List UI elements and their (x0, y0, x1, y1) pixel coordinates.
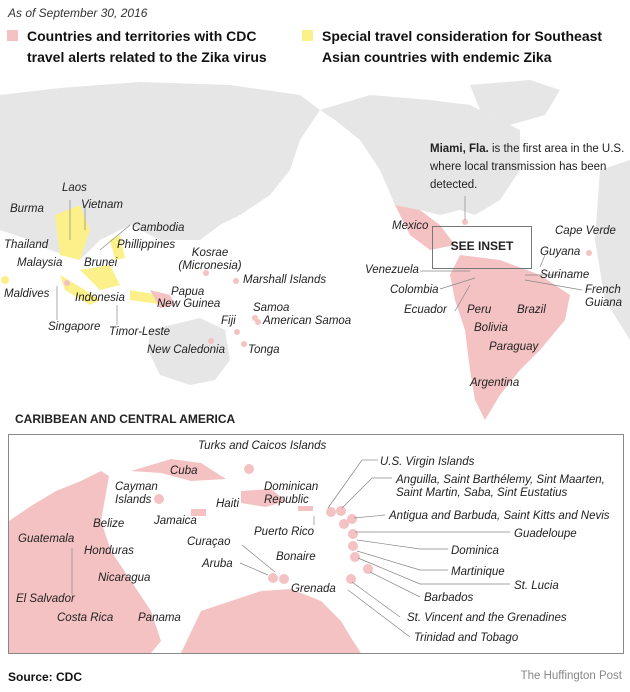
label-islands: Islands (115, 494, 152, 506)
label-timor-leste: Timor-Leste (109, 326, 171, 338)
credit-label: The Huffington Post (520, 670, 622, 682)
label-st-lucia: St. Lucia (514, 580, 559, 592)
label-thailand: Thailand (4, 239, 49, 251)
label-bonaire: Bonaire (276, 551, 316, 563)
label-mexico: Mexico (392, 220, 429, 232)
label-curacao: Curaçao (187, 536, 231, 548)
label-papua: Papua (171, 286, 205, 298)
see-inset-box: SEE INSET (432, 226, 532, 269)
label-anguilla-line2: Saint Martin, Saba, Sint Eustatius (396, 487, 568, 499)
label-guatemala: Guatemala (18, 533, 75, 545)
label-guadeloupe: Guadeloupe (514, 528, 577, 540)
label-jamaica: Jamaica (154, 515, 197, 527)
legend-item-special: Special travel consideration for Southeast Asian countries with endemic Zika (322, 26, 602, 68)
label-colombia: Colombia (390, 284, 439, 296)
label-american-samoa: American Samoa (263, 315, 352, 327)
label-bolivia: Bolivia (474, 322, 508, 334)
label-martinique: Martinique (451, 566, 505, 578)
label-samoa: Samoa (253, 302, 290, 314)
label-grenada: Grenada (291, 583, 336, 595)
label-belize: Belize (93, 518, 125, 530)
label-barbados: Barbados (424, 592, 474, 604)
label-tonga: Tonga (248, 344, 280, 356)
label-us-virgin-islands: U.S. Virgin Islands (380, 456, 475, 468)
label-ecuador: Ecuador (404, 304, 447, 316)
inset-title: CARIBBEAN AND CENTRAL AMERICA (15, 412, 236, 426)
label-french: French (585, 284, 621, 296)
label-dominica: Dominica (451, 545, 499, 557)
label-dominican: Dominican (264, 481, 319, 493)
label-argentina: Argentina (470, 377, 520, 389)
label-puerto-rico: Puerto Rico (254, 526, 315, 538)
label-el-salvador: El Salvador (16, 593, 75, 605)
label-kosrae: Kosrae (Micronesia) (178, 247, 242, 272)
label-philippines: Phillippines (117, 239, 176, 251)
label-singapore: Singapore (48, 321, 101, 333)
label-venezuela: Venezuela (365, 264, 419, 276)
label-peru: Peru (467, 304, 492, 316)
label-malaysia: Malaysia (17, 257, 63, 269)
label-brazil: Brazil (517, 304, 546, 316)
label-cayman: Cayman (115, 481, 158, 493)
label-burma: Burma (10, 203, 44, 215)
label-brunei: Brunei (84, 257, 118, 269)
legend-item-cdc-alert: Countries and territories with CDC travel alerts related to the Zika virus (27, 26, 267, 68)
label-new-guinea: New Guinea (157, 298, 221, 310)
label-aruba: Aruba (202, 558, 233, 570)
label-marshall-islands: Marshall Islands (243, 274, 327, 286)
as-of-date: As of September 30, 2016 (8, 6, 148, 20)
label-vietnam: Vietnam (81, 199, 123, 211)
label-indonesia: Indonesia (75, 292, 125, 304)
label-suriname: Suriname (540, 269, 590, 281)
label-cambodia: Cambodia (132, 222, 185, 234)
label-maldives: Maldives (4, 288, 50, 300)
label-anguilla-line1: Anguilla, Saint Barthélemy, Sint Maarten, (396, 474, 605, 486)
label-trinidad: Trinidad and Tobago (414, 632, 519, 644)
label-panama: Panama (138, 612, 181, 624)
source-label: Source: CDC (8, 670, 83, 684)
label-cape-verde: Cape Verde (555, 225, 616, 237)
label-turks-caicos: Turks and Caicos Islands (198, 440, 327, 452)
label-st-vincent: St. Vincent and the Grenadines (407, 612, 567, 624)
miami-note: Miami, Fla. is the first area in the U.S. where local transmission has been detected. (430, 143, 625, 191)
label-new-caledonia: New Caledonia (147, 344, 225, 356)
label-paraguay: Paraguay (489, 341, 539, 353)
label-haiti: Haiti (216, 498, 240, 510)
label-cuba: Cuba (170, 465, 198, 477)
label-republic: Republic (264, 494, 309, 506)
label-honduras: Honduras (84, 545, 134, 557)
label-fiji: Fiji (221, 315, 236, 327)
label-costa-rica: Costa Rica (57, 612, 114, 624)
label-guiana: Guiana (585, 297, 623, 309)
label-antigua-kitts: Antigua and Barbuda, Saint Kitts and Nevis (389, 510, 610, 522)
label-nicaragua: Nicaragua (98, 572, 151, 584)
label-laos: Laos (62, 182, 87, 194)
label-guyana: Guyana (540, 246, 581, 258)
